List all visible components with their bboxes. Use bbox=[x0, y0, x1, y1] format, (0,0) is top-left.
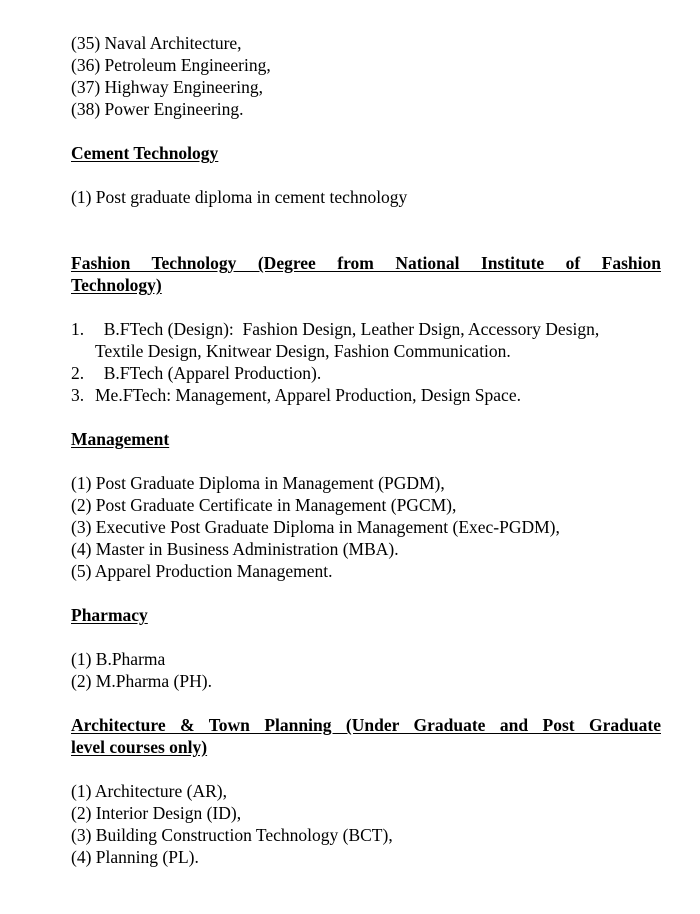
list-item: (38) Power Engineering. bbox=[71, 99, 244, 119]
list-item: (37) Highway Engineering, bbox=[71, 77, 263, 97]
list-item: (4) Planning (PL). bbox=[71, 847, 199, 867]
engineering-list bbox=[71, 32, 661, 120]
list-item: (1) Post graduate diploma in cement technology bbox=[71, 187, 408, 207]
list-text: B.FTech (Apparel Production). bbox=[95, 363, 322, 383]
fashion-list bbox=[71, 318, 661, 406]
list-item: (2) Interior Design (ID), bbox=[71, 803, 242, 823]
list-text: B.FTech (Design): Fashion Design, Leather Dsign, Accessory Design, bbox=[95, 319, 600, 339]
list-item: (1) Architecture (AR), bbox=[71, 781, 227, 801]
cement-heading: Cement Technology bbox=[71, 143, 219, 163]
list-item: (2) M.Pharma (PH). bbox=[71, 671, 212, 691]
fashion-heading-line-1: Fashion Technology (Degree from National Institute of Fashion bbox=[71, 253, 661, 273]
list-number: 1. bbox=[71, 319, 85, 339]
list-text-continued: Textile Design, Knitwear Design, Fashion Communication. bbox=[95, 341, 511, 361]
list-item bbox=[71, 362, 661, 384]
list-item bbox=[71, 318, 661, 340]
list-item: (3) Building Construction Technology (BCT), bbox=[71, 825, 393, 845]
pharmacy-heading: Pharmacy bbox=[71, 605, 148, 625]
architecture-list bbox=[71, 780, 661, 868]
list-item: (2) Post Graduate Certificate in Management (PGCM), bbox=[71, 495, 457, 515]
management-list bbox=[71, 472, 661, 582]
list-item: (36) Petroleum Engineering, bbox=[71, 55, 271, 75]
architecture-heading-line-2: level courses only) bbox=[71, 737, 208, 757]
list-item: (3) Executive Post Graduate Diploma in Management (Exec-PGDM), bbox=[71, 517, 560, 537]
list-item bbox=[71, 384, 661, 406]
pharmacy-list bbox=[71, 648, 661, 692]
list-item: (35) Naval Architecture, bbox=[71, 33, 242, 53]
list-item: (4) Master in Business Administration (MBA). bbox=[71, 539, 399, 559]
list-number: 3. bbox=[71, 385, 85, 405]
list-text: Me.FTech: Management, Apparel Production, Design Space. bbox=[95, 385, 521, 405]
list-item: (5) Apparel Production Management. bbox=[71, 561, 333, 581]
list-number: 2. bbox=[71, 363, 85, 383]
fashion-heading-line-2: Technology) bbox=[71, 275, 162, 295]
architecture-heading bbox=[71, 714, 661, 758]
list-item: (1) Post Graduate Diploma in Management (PGDM), bbox=[71, 473, 445, 493]
management-heading: Management bbox=[71, 429, 170, 449]
list-item: (1) B.Pharma bbox=[71, 649, 166, 669]
document-page bbox=[71, 32, 661, 868]
architecture-heading-line-1: Architecture & Town Planning (Under Graduate and Post Graduate bbox=[71, 715, 661, 735]
fashion-heading bbox=[71, 252, 661, 296]
